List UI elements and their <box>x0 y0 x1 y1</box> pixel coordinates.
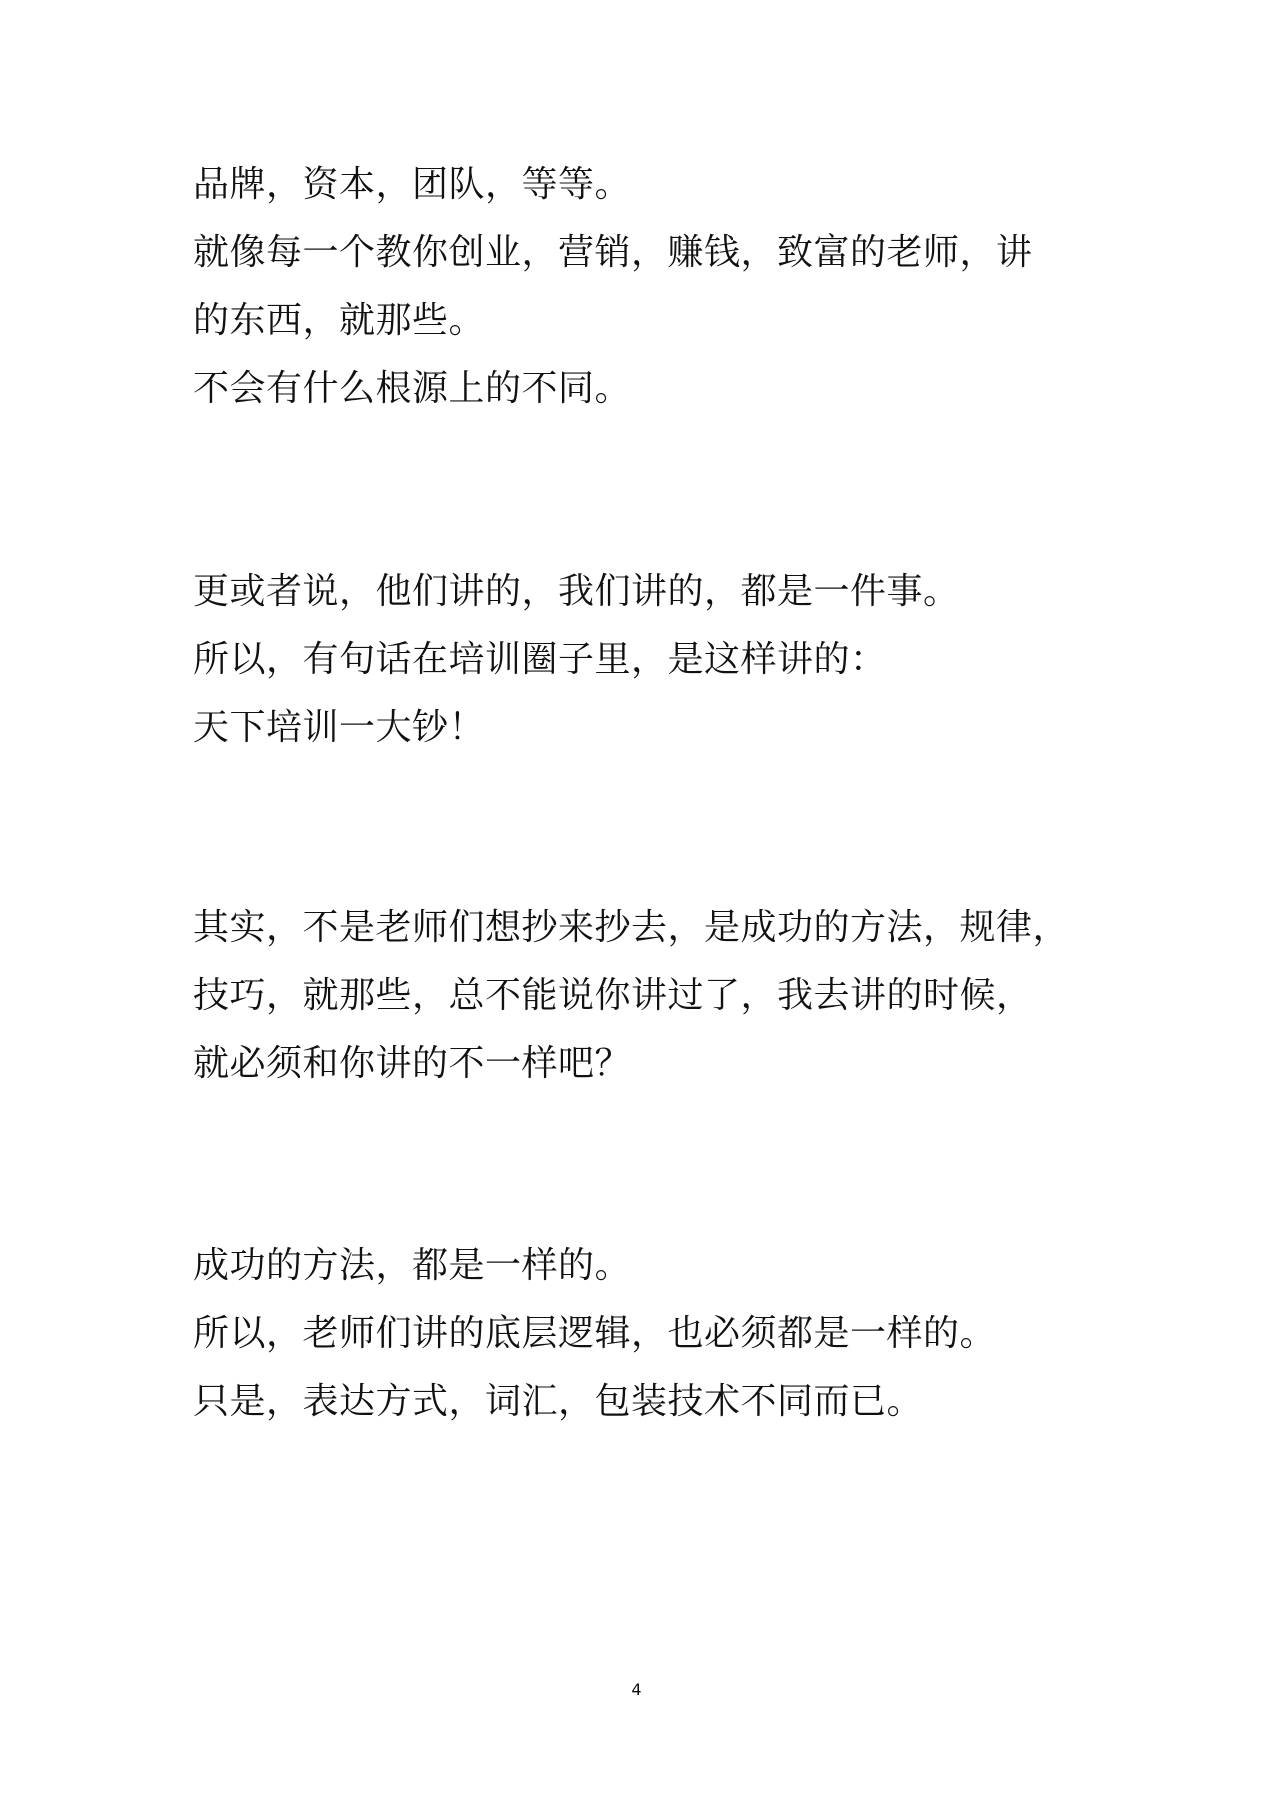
paragraph-2-line-2: 所以，有句话在培训圈子里，是这样讲的： <box>193 639 887 680</box>
paragraph-3-line-2: 技巧，就那些，总不能说你讲过了，我去讲的时候， <box>193 975 1033 1016</box>
paragraph-1-line-3: 的东西，就那些。 <box>193 300 486 341</box>
paragraph-2-line-1: 更或者说，他们讲的，我们讲的，都是一件事。 <box>193 571 960 612</box>
page-number: 4 <box>631 1680 642 1699</box>
paragraph-1-line-2: 就像每一个教你创业，营销，赚钱，致富的老师，讲 <box>193 232 1033 273</box>
paragraph-4-line-3: 只是，表达方式，词汇，包装技术不同而已。 <box>193 1381 924 1422</box>
paragraph-2-line-3: 天下培训一大钞！ <box>193 707 486 748</box>
paragraph-4-line-1: 成功的方法，都是一样的。 <box>193 1245 632 1286</box>
paragraph-3-line-3: 就必须和你讲的不一样吧？ <box>193 1043 632 1084</box>
paragraph-1-line-1: 品牌，资本，团队，等等。 <box>193 164 632 205</box>
paragraph-4-line-2: 所以，老师们讲的底层逻辑，也必须都是一样的。 <box>193 1313 997 1354</box>
paragraph-1-line-4: 不会有什么根源上的不同。 <box>193 368 632 409</box>
paragraph-3-line-1: 其实，不是老师们想抄来抄去，是成功的方法，规律， <box>193 907 1070 948</box>
